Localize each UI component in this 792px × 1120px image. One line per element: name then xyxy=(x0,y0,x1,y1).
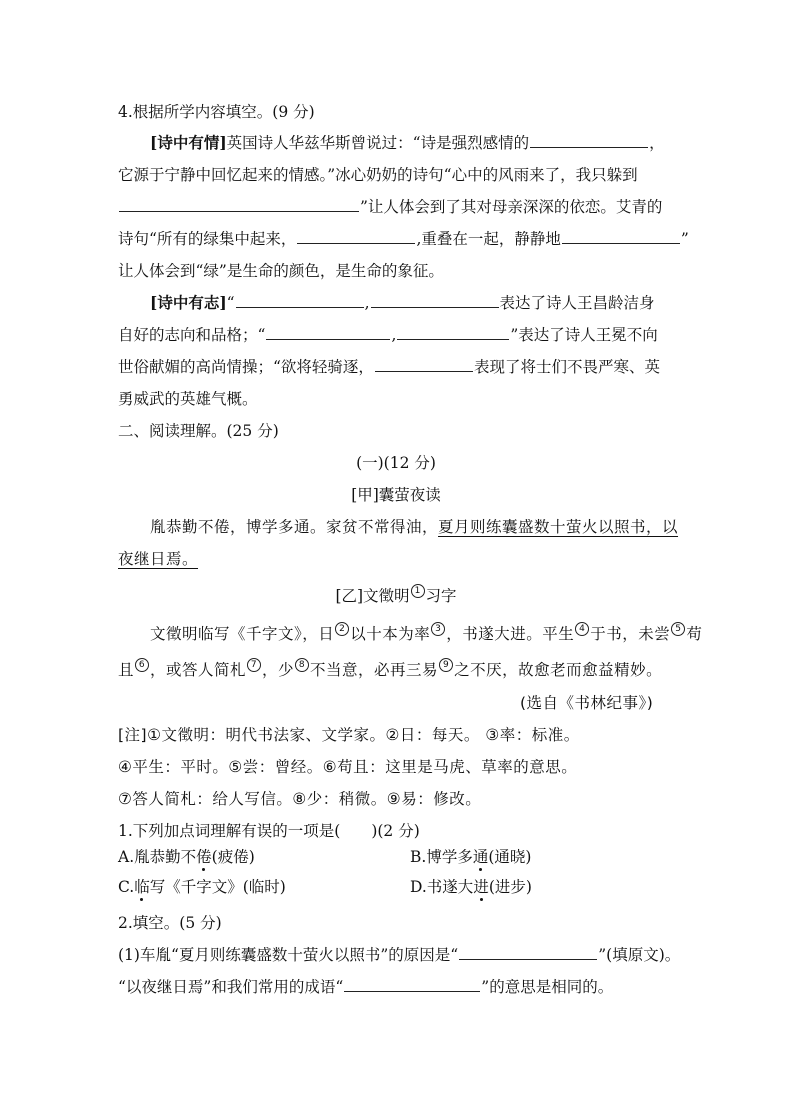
source-citation: (选自《书林纪事》) xyxy=(520,694,654,712)
passage-yi-line1: 文徵明临写《千字文》，日 2 以十本为率 3 ，书遂大进。平生 4 于书，未尝 5 苟 xyxy=(150,624,703,643)
option-b[interactable]: B.博学多通(通晓) xyxy=(410,848,532,866)
blank[interactable] xyxy=(297,228,415,244)
dotted-word: 临 xyxy=(134,878,150,896)
blank[interactable] xyxy=(397,324,509,340)
q4-p1-line1: [诗中有情]英国诗人华兹华斯曾说过：“诗是强烈感情的 ， xyxy=(150,133,665,152)
blank[interactable] xyxy=(375,356,473,372)
option-c[interactable]: C.临写《千字文》(临时) xyxy=(118,878,286,896)
footnote-marker: 8 xyxy=(295,658,309,672)
option-a[interactable]: A.胤恭勤不倦(疲倦) xyxy=(118,848,255,866)
q4-p1-line5: 让人体会到“绿”是生命的颜色，是生命的象征。 xyxy=(118,262,444,280)
option-d[interactable]: D.书遂大进(进步) xyxy=(410,878,532,896)
underlined-sentence: 夏月则练囊盛数十萤火以照书，以 xyxy=(438,518,679,536)
footnote-marker: 1 xyxy=(411,584,425,598)
tag-poem-emotion: [诗中有情] xyxy=(150,133,227,152)
q2-line2: “以夜继日焉”和我们常用的成语“ ”的意思是相同的。 xyxy=(118,978,614,996)
passage-yi-line2: 且 6 ，或答人简札 7 ，少 8 不当意，必再三易 9 之不厌，故愈老而愈益精妙。 xyxy=(118,660,663,679)
q2-stem: 2.填空。(5 分) xyxy=(118,914,222,932)
blank[interactable] xyxy=(459,944,597,960)
blank[interactable] xyxy=(236,292,364,308)
q2-line1: (1)车胤“夏月则练囊盛数十萤火以照书”的原因是“ ”(填原文)。 xyxy=(118,946,681,964)
blank[interactable] xyxy=(530,132,648,148)
blank[interactable] xyxy=(266,324,390,340)
notes-line2: ④平生：平时。⑤尝：曾经。⑥苟且：这里是马虎、草率的意思。 xyxy=(118,758,578,776)
passage-jia-line1: 胤恭勤不倦，博学多通。家贫不常得油，夏月则练囊盛数十萤火以照书，以 xyxy=(150,518,679,536)
footnote-marker: 6 xyxy=(135,658,149,672)
blank[interactable] xyxy=(562,228,680,244)
footnote-marker: 7 xyxy=(247,658,261,672)
footnote-marker: 2 xyxy=(335,622,349,636)
dotted-word: 进 xyxy=(473,878,489,896)
section-title: 二、阅读理解。(25 分) xyxy=(118,422,279,440)
q4-p1-line2: 它源于宁静中回忆起来的情感。”冰心奶奶的诗句“心中的风雨来了，我只躲到 xyxy=(118,166,638,184)
tag-poem-aspiration: [诗中有志] xyxy=(150,293,227,312)
q4-p2-line3: 世俗献媚的高尚情操；“欲将轻骑逐， 表现了将士们不畏严寒、英 xyxy=(118,358,660,376)
passage-jia-title: [甲]囊萤夜读 xyxy=(351,486,441,504)
notes-line1: [注]①文徵明：明代书法家、文学家。②日：每天。 ③率：标准。 xyxy=(118,726,580,744)
q4-p1-line3: ”让人体会到了其对母亲深深的依恋。艾青的 xyxy=(118,196,662,218)
blank[interactable] xyxy=(371,292,499,308)
footnote-marker: 5 xyxy=(671,622,685,636)
q4-p2-line4: 勇威武的英雄气概。 xyxy=(118,390,258,408)
passage-yi-title: [乙]文徵明 1 习字 xyxy=(335,586,457,605)
passage-jia-line2 xyxy=(118,548,198,570)
dotted-word: 通 xyxy=(472,848,489,866)
blank[interactable] xyxy=(119,196,359,212)
q4-p2-line1: [诗中有志]“ , 表达了诗人王昌龄洁身 xyxy=(150,293,655,312)
footnote-marker: 4 xyxy=(575,622,589,636)
q4-p1-line4: 诗句“所有的绿集中起来， ,重叠在一起，静静地 ” xyxy=(118,230,689,248)
footnote-marker: 3 xyxy=(431,622,445,636)
q4-title: 4.根据所学内容填空。(9 分) xyxy=(118,103,315,121)
part-title: (一)(12 分) xyxy=(356,454,436,472)
q4-p2-line2: 自好的志向和品格；“ , ”表达了诗人王冕不向 xyxy=(118,326,658,344)
q1-stem: 1.下列加点词理解有误的一项是( )(2 分) xyxy=(118,822,420,840)
notes-line3: ⑦答人简札：给人写信。⑧少：稍微。⑨易：修改。 xyxy=(118,790,482,808)
underlined-sentence: 夜继日焉。 xyxy=(118,550,199,568)
blank[interactable] xyxy=(344,976,480,992)
dotted-word: 倦 xyxy=(196,848,212,866)
footnote-marker: 9 xyxy=(439,658,453,672)
